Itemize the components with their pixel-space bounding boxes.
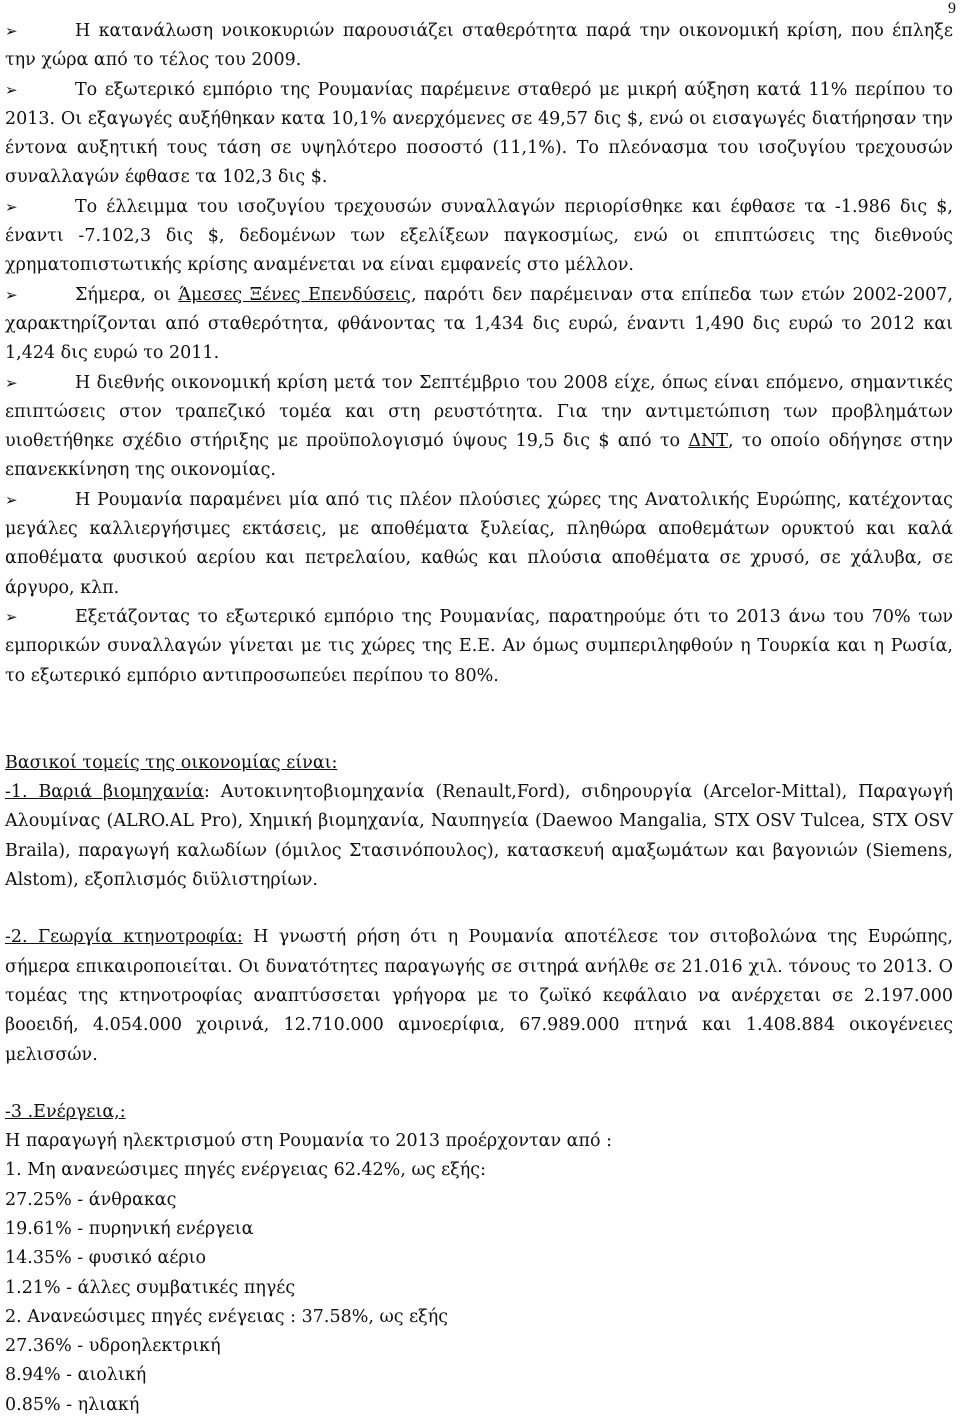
sector-label: -1. Βαριά βιομηχανία — [5, 782, 205, 803]
bullet-text: Η διεθνής οικονομική κρίση μετά τον Σεπτέμβριο του 2008 είχε, όπως είναι επόμενο, σημαντικές επιπτώσεις στον τραπεζικό τομέα και στη ρευστότητα. Για την αντιμετώπιση των προβλημάτων υιοθετήθηκε σχέδιο στήριξης με προϋπολογισμό ύψους 19,5 δις $ από το — [5, 372, 953, 452]
energy-line: 2. Ανανεώσιμες πηγές ενέγειας : 37.58%, ως εξής — [5, 1306, 449, 1327]
energy-line: 19.61% - πυρηνική ενέργεια — [5, 1218, 254, 1239]
bullet-text: Εξετάζοντας το εξωτερικό εμπόριο της Ρουμανίας, παρατηρούμε ότι το 2013 άνω του 70% των εμπορικών συναλλαγών γίνεται με τις χώρες της Ε.Ε. Αν όμως συμπεριληφθούν η Τουρκία και η Ρωσία, το εξωτερικό εμπόριο αντιπροσωπεύει περίπου το 80%. — [5, 606, 953, 686]
sector-agriculture — [5, 923, 953, 1069]
sector-energy-heading — [5, 1098, 953, 1127]
spacer — [5, 1070, 953, 1098]
document-body — [5, 17, 953, 1420]
arrow-bullet-icon: ➢ — [5, 607, 18, 626]
bullet-text: , παρότι δεν παρέμειναν στα επίπεδα των ετών 2002-2007, χαρακτηρίζονται από σταθερότητα, φθάνοντας τα 1,434 δις ευρώ, έναντι 1,490 δις ευρώ το 2012 και 1,424 δις ευρώ το 2011. — [5, 284, 953, 364]
energy-line: 27.25% - άνθρακας — [5, 1189, 177, 1210]
bullet-paragraph-trade — [5, 76, 953, 193]
spacer — [5, 895, 953, 923]
spacer — [5, 691, 953, 749]
sector-text: Η γνωστή ρήση ότι η Ρουμανία αποτέλεσε τον σιτοβολώνα της Ευρώπης, σήμερα επικαιροποιείται. Οι δυνατότητες παραγωγής σε σιτηρά ανήλθε σε 21.016 χιλ. τόνους το 2013. Ο τομέας της κτηνοτροφίας αναπτύσσεται γρήγορα με το ζωϊκό κεφάλαιο να ανέρχεται σε 2.197.000 βοοειδή, 4.054.000 χοιρινά, 12.710.000 αμνοερίφια, 67.989.000 πτηνά και 1.408.884 οικογένειες μελισσών. — [5, 927, 953, 1065]
arrow-bullet-icon: ➢ — [5, 80, 18, 99]
imf-highlight: ΔΝΤ — [688, 431, 728, 452]
energy-line: 8.94% - αιολική — [5, 1365, 147, 1386]
energy-line: 14.35% - φυσικό αέριο — [5, 1248, 207, 1269]
sector-heavy-industry — [5, 778, 953, 895]
arrow-bullet-icon: ➢ — [5, 22, 18, 40]
bullet-paragraph-resources — [5, 486, 953, 603]
bullet-text: , το οποίο οδήγησε στην επανεκκίνηση της οικονομίας. — [5, 431, 953, 481]
energy-line: 0.85% - ηλιακή — [5, 1394, 140, 1415]
bullet-text: Η Ρουμανία παραμένει μία από τις πλέον πλούσιες χώρες της Ανατολικής Ευρώπης, κατέχοντας μεγάλες καλλιεργήσιμες εκτάσεις, με αποθέματα ξυλείας, πληθώρα αποθεμάτων ορυκτού και καλά αποθέματα φυσικού αερίου και πετρελαίου, καθώς και πλούσια αποθέματα σε χρυσό, σε χάλυβα, σε άργυρο, κλπ. — [5, 489, 953, 598]
sectors-heading-text: Βασικοί τομείς της οικονομίας είναι: — [5, 752, 338, 773]
bullet-paragraph-eu-trade — [5, 603, 953, 691]
arrow-bullet-icon: ➢ — [5, 197, 18, 216]
arrow-bullet-icon: ➢ — [5, 285, 18, 304]
fdi-highlight: Άμεσες Ξένες Επενδύσεις — [178, 284, 411, 305]
bullet-paragraph-crisis — [5, 369, 953, 486]
bullet-text: Σήμερα, οι — [75, 284, 179, 305]
sectors-heading — [5, 749, 953, 778]
energy-line: 27.36% - υδροηλεκτρική — [5, 1336, 221, 1357]
bullet-text: Το έλλειμμα του ισοζυγίου τρεχουσών συναλλαγών περιορίσθηκε και έφθασε τα -1.986 δις $, έναντι -7.102,3 δις $, δεδομένων των εξελίξεων παγκοσμίως, ενώ οι επιπτώσεις της διεθνούς χρηματοπιστωτικής κρίσης αναμένεται να είναι εμφανείς στο μέλλον. — [5, 196, 953, 276]
energy-line: 1.21% - άλλες συμβατικές πηγές — [5, 1277, 296, 1298]
energy-line: 1. Μη ανανεώσιμες πηγές ενέργειας 62.42%, ως εξής: — [5, 1160, 486, 1181]
sector-label: -2. Γεωργία κτηνοτροφία: — [5, 927, 243, 948]
arrow-bullet-icon: ➢ — [5, 490, 18, 509]
page-number: 9 — [948, 0, 956, 17]
sector-label: -3 .Ενέργεια,: — [5, 1101, 126, 1122]
bullet-text: Η κατανάλωση νοικοκυριών παρουσιάζει σταθερότητα παρά την οικονομική κρίση, που έπληξε την χώρα από το τέλος του 2009. — [5, 21, 953, 71]
bullet-text: Το εξωτερικό εμπόριο της Ρουμανίας παρέμεινε σταθερό με μικρή αύξηση κατά 11% περίπου το 2013. Οι εξαγωγές αυξήθηκαν κατα 10,1% ανερχόμενες σε 49,57 δις $, ενώ οι εισαγωγές διατήρησαν την έντονα αυξητική τους τάση σε υψηλότερο ποσοστό (11,1%). Το πλεόνασμα του ισοζυγίου τρεχουσών συναλλαγών έφθασε τα 102,3 δις $. — [5, 79, 953, 188]
sector-text: : Αυτοκινητοβιομηχανία (Renault,Ford), σιδηρουργία (Arcelor-Mittal), Παραγωγή Αλουμίνας (ALRO.AL Pro), Χημική βιομηχανία, Ναυπηγεία (Daewoo Mangalia, STX OSV Tulcea, STX OSV Braila), παραγωγή καλωδίων (όμιλος Στασινόπουλος), κατασκευή αμαξωμάτων και βαγονιών (Siemens, Alstom), εξοπλισμός διϋλιστηρίων. — [5, 782, 953, 891]
bullet-paragraph-fdi — [5, 281, 953, 369]
arrow-bullet-icon: ➢ — [5, 373, 18, 392]
energy-line: Η παραγωγή ηλεκτρισμού στη Ρουμανία το 2013 προέρχονταν από : — [5, 1131, 612, 1152]
bullet-paragraph-deficit — [5, 193, 953, 281]
bullet-paragraph-consumption — [5, 17, 953, 76]
